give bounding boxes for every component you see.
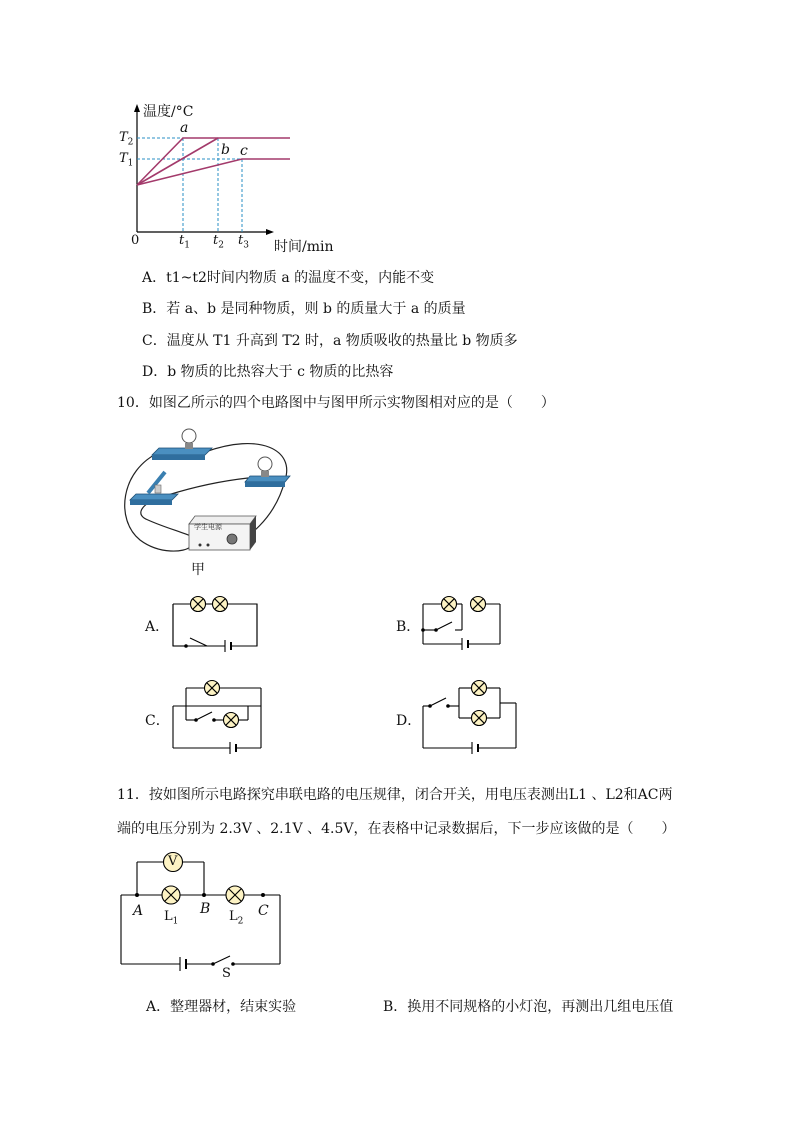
- q11-stem-line2: 端的电压分别为 2.3V 、2.1V 、4.5V，在表格中记录数据后，下一步应该做的是（ ）: [117, 821, 676, 837]
- figure-label-jia: 甲: [191, 562, 205, 578]
- q9-option-b[interactable]: B．若 a、b 是同种物质，则 b 的质量大于 a 的质量: [142, 301, 466, 317]
- q10-stem: 10．如图乙所示的四个电路图中与图甲所示实物图相对应的是（ ）: [117, 395, 555, 411]
- tick-t1: $t_1$: [179, 233, 190, 251]
- lamp-l1-label: $L_1$: [164, 909, 179, 927]
- q9-option-a[interactable]: A．t1~t2时间内物质 a 的温度不变，内能不变: [142, 270, 435, 286]
- tick-T2: $T_2$: [119, 130, 134, 148]
- q11-option-b[interactable]: B．换用不同规格的小灯泡，再测出几组电压值: [383, 999, 674, 1015]
- point-a-label: A: [133, 903, 144, 919]
- curve-label-b: b: [221, 142, 230, 158]
- power-supply-label: 学生电源: [194, 523, 222, 531]
- x-axis-label: 时间/min: [274, 239, 334, 255]
- point-b-label: B: [200, 901, 211, 917]
- origin-label: 0: [131, 233, 140, 248]
- q11-stem-line1: 11．按如图所示电路探究串联电路的电压规律，闭合开关，用电压表测出L1 、L2和AC两: [117, 787, 673, 803]
- point-c-label: C: [258, 903, 269, 919]
- tick-t3: $t_3$: [238, 233, 249, 251]
- q10-option-d-label[interactable]: D．: [396, 713, 422, 729]
- lamp-l2-label: $L_2$: [229, 909, 244, 927]
- voltmeter-label: V: [168, 854, 178, 869]
- tick-t2: $t_2$: [213, 233, 224, 251]
- q10-option-b-label[interactable]: B．: [396, 619, 421, 635]
- curve-label-c: c: [240, 143, 248, 159]
- q9-option-d[interactable]: D．b 物质的比热容大于 c 物质的比热容: [142, 364, 394, 380]
- curve-label-a: a: [180, 120, 189, 136]
- switch-s-label: S: [222, 966, 231, 981]
- y-axis-label: 温度/°C: [143, 104, 194, 120]
- q11-option-a[interactable]: A．整理器材，结束实验: [146, 999, 297, 1015]
- q10-option-c-label[interactable]: C．: [145, 713, 170, 729]
- q10-option-a-label[interactable]: A．: [145, 619, 170, 635]
- tick-T1: $T_1$: [119, 151, 134, 169]
- q9-option-c[interactable]: C．温度从 T1 升高到 T2 时，a 物质吸收的热量比 b 物质多: [142, 333, 518, 349]
